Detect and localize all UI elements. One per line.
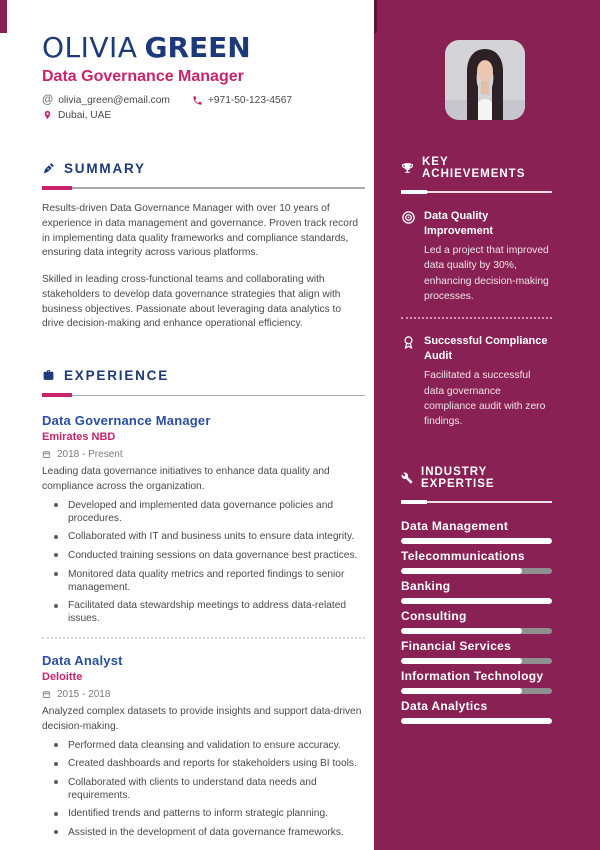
contact-row-2	[42, 110, 365, 121]
phone-value: +971-50-123-4567	[207, 94, 293, 106]
email-item	[42, 94, 170, 106]
skill-item	[401, 579, 552, 604]
achievement-item	[401, 209, 552, 304]
briefcase-icon	[42, 369, 55, 382]
location-item	[42, 110, 111, 121]
sidebar	[374, 0, 600, 850]
calendar-icon	[42, 450, 51, 459]
phone-item	[192, 95, 292, 106]
skill-bar-fill	[401, 628, 522, 634]
summary-paragraph: Results-driven Data Governance Manager with over 10 years of experience in data management and governance. Proven track record in implementing data quality frameworks and compliance standards, ensuring data integrity across various platforms.	[42, 203, 359, 259]
expertise-header	[401, 466, 552, 490]
person-name	[42, 31, 365, 64]
calendar-icon	[42, 690, 51, 699]
job-dates-value: 2015 - 2018	[57, 689, 111, 701]
email-value: olivia_green@email.com	[58, 94, 170, 106]
skill-item	[401, 609, 552, 634]
first-name: OLIVIA	[42, 31, 138, 64]
skill-bar-fill	[401, 568, 522, 574]
skill-bar-fill	[401, 658, 522, 664]
target-icon	[401, 210, 416, 304]
expertise-title: INDUSTRY EXPERTISE	[421, 465, 495, 490]
skill-name: Financial Services	[401, 638, 512, 653]
headline-job-title: Data Governance Manager	[42, 68, 244, 85]
job-bullet: Assisted in the development of data governance frameworks.	[42, 826, 365, 839]
expertise-section	[401, 466, 552, 724]
job-dates	[42, 689, 365, 700]
location-value: Dubai, UAE	[58, 110, 112, 121]
experience-title: EXPERIENCE	[64, 368, 170, 384]
skill-bar	[401, 568, 552, 574]
skill-bar-fill	[401, 538, 552, 544]
skill-bar-fill	[401, 598, 552, 604]
trophy-icon	[401, 162, 414, 175]
experience-underline	[42, 393, 365, 397]
skill-bar	[401, 538, 552, 544]
medal-icon	[401, 335, 416, 429]
skill-name: Data Analytics	[401, 698, 488, 713]
achievement-title: Successful Compliance Audit	[424, 335, 548, 363]
job-entry	[42, 413, 365, 625]
job-dates	[42, 449, 365, 460]
skill-bar	[401, 658, 552, 664]
achievement-text: Led a project that improved data quality by 30%, enhancing decision-making processes.	[424, 244, 549, 302]
skill-item	[401, 519, 552, 544]
achievements-underline	[401, 190, 552, 194]
job-company: Emirates NBD	[42, 431, 116, 444]
achievement-item	[401, 334, 552, 429]
job-bullet: Performed data cleansing and validation to ensure accuracy.	[42, 739, 365, 752]
skill-item	[401, 639, 552, 664]
profile-photo	[445, 40, 525, 120]
top-left-accent-ribbon	[0, 0, 7, 33]
pin-icon	[42, 110, 53, 121]
skill-name: Information Technology	[401, 668, 544, 683]
job-bullet: Conducted training sessions on data governance best practices.	[42, 549, 365, 562]
skill-bar	[401, 628, 552, 634]
skill-bar-fill	[401, 688, 522, 694]
job-description: Leading data governance initiatives to enhance data quality and compliance across the organization.	[42, 466, 330, 493]
phone-icon	[192, 95, 203, 106]
job-description: Analyzed complex datasets to provide insights and support data-driven decision-making.	[42, 706, 362, 732]
job-bullet: Identified trends and patterns to inform strategic planning.	[42, 807, 365, 820]
job-bullet: Facilitated data stewardship meetings to address data-related issues.	[42, 599, 365, 625]
expertise-underline	[401, 500, 552, 504]
job-bullet-list	[42, 739, 365, 839]
skill-item	[401, 669, 552, 694]
job-divider	[42, 637, 365, 639]
skill-bar	[401, 598, 552, 604]
job-company: Deloitte	[42, 671, 83, 684]
job-dates-value: 2018 - Present	[57, 449, 123, 461]
skill-name: Banking	[401, 578, 451, 593]
at-icon: @	[42, 94, 54, 106]
skill-item	[401, 549, 552, 574]
skill-bar-fill	[401, 718, 552, 724]
job-entry	[42, 653, 365, 839]
job-bullet: Monitored data quality metrics and reported findings to senior management.	[42, 568, 365, 594]
summary-paragraph: Skilled in leading cross-functional teams and collaborating with stakeholders to develop data governance strategies that align with business objectives. Passionate about leveraging data analytics to drive decision-making and enhance operational efficiency.	[42, 274, 342, 330]
achievement-text: Facilitated a successful data governance compliance audit with zero findings.	[424, 370, 546, 428]
job-bullet: Created dashboards and reports for stakeholders using BI tools.	[42, 757, 365, 770]
experience-section	[42, 368, 365, 850]
achievements-header	[401, 156, 552, 180]
summary-title: SUMMARY	[64, 161, 146, 176]
job-bullet: Collaborated with clients to understand data needs and requirements.	[42, 776, 365, 802]
pen-nib-icon	[42, 162, 55, 175]
skills-list	[401, 519, 552, 724]
achievement-title: Data Quality Improvement	[424, 210, 494, 237]
job-title: Data Governance Manager	[42, 413, 211, 429]
job-bullet-list	[42, 499, 365, 625]
skill-name: Consulting	[401, 608, 467, 623]
job-bullet: Developed and implemented data governance policies and procedures.	[42, 499, 365, 525]
summary-section	[42, 161, 365, 332]
achievements-section	[401, 156, 552, 430]
job-bullet: Collaborated with IT and business units to ensure data integrity.	[42, 530, 365, 543]
job-title: Data Analyst	[42, 653, 123, 669]
contact-row-1	[42, 94, 365, 106]
achievement-divider	[401, 317, 552, 319]
skill-item	[401, 699, 552, 724]
achievements-title: KEY ACHIEVEMENTS	[422, 156, 526, 180]
summary-underline	[42, 186, 365, 190]
summary-header	[42, 161, 365, 176]
contact-block	[42, 94, 365, 121]
skill-bar	[401, 718, 552, 724]
wrench-icon	[401, 472, 413, 484]
skill-name: Telecommunications	[401, 548, 525, 563]
skill-bar	[401, 688, 552, 694]
skill-name: Data Management	[401, 518, 509, 533]
experience-header	[42, 368, 365, 383]
last-name: GREEN	[144, 31, 251, 64]
main-column	[42, 0, 365, 850]
